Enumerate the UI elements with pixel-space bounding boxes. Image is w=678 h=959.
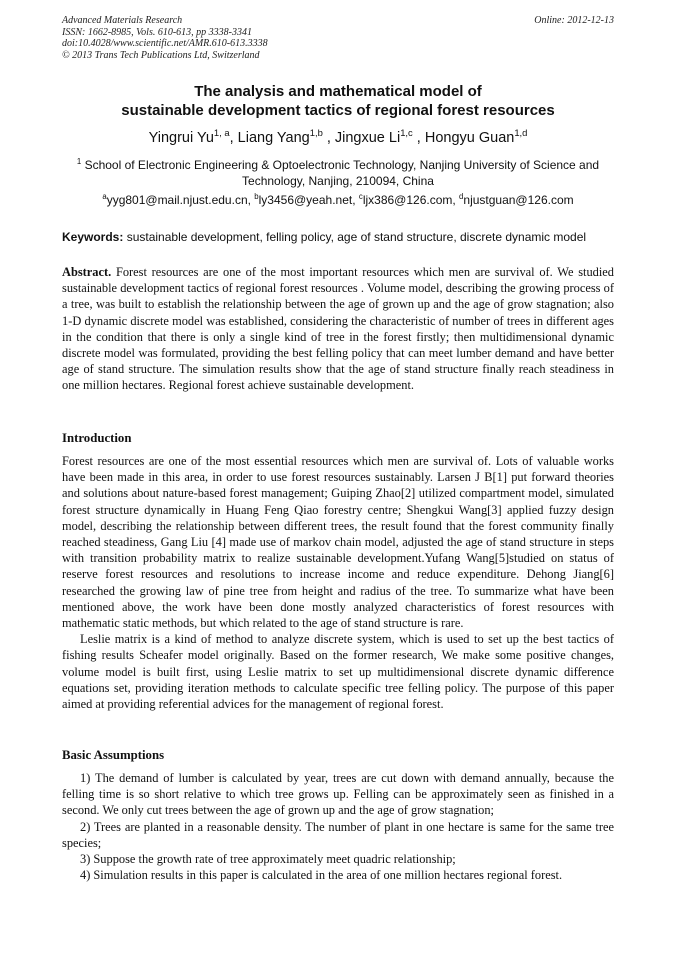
email-separator: , [452,193,460,207]
paragraph: Forest resources are one of the most essential resources which men are survival of. Lots of valuable works have been made in this area, in order to use forest resources sustainably. Larsen J B[1] put forward theories and solutions about nature-based forest management; Guiping Zhao[2] utilized compartment model, simulated forest structure dynamically in Huang Feng Qiao forestry centre; Shengkui Wang[3] applied fuzzy design model, describing the relationship between different trees, the result found that the forest community finally reached steadiness, Gang Liu [4] made use of markov chain model, adjusted the age of stand structure in steps with transition probability matrix to realize sustainable development.Yufang Wang[5]studied on status of reserve forest resources and resolutions to increase income and reduce expenditure. Dehong Jiang[6] researched the growing law of pine tree from height and radius of the tree. To summarize what have been mentioned above, the work have been done mostly analyzed characteristics of forest resources with mathematic static methods, but which related to the age of stand structure is rare. [62,454,614,631]
email-address: yyg801@mail.njust.edu.cn [106,193,248,207]
author-affil-sup: 1,b [309,127,323,139]
doi-line: doi:10.4028/www.scientific.net/AMR.610-613.3338 [62,38,268,49]
author-name: Yingrui Yu [148,130,214,146]
email-sup: a [102,192,107,201]
keywords [62,229,614,245]
email-list [62,192,614,208]
abstract [62,264,614,394]
assumption-item: 4) Simulation results in this paper is calculated in the area of one million hectares regional forest. [80,868,563,883]
author-name: Jingxue Li [334,130,401,146]
author-separator: , [229,130,238,146]
online-date: Online: 2012-12-13 [534,15,614,26]
email-separator: , [247,193,255,207]
email-address: ljx386@126.com [362,193,453,207]
title-line-2: sustainable development tactics of regional forest resources [121,102,555,119]
author-list [62,129,614,147]
email-separator: , [352,193,359,207]
assumptions-list [62,770,614,883]
author-affil-sup: 1,d [514,127,528,139]
affiliation [62,157,614,189]
author-separator: , [322,130,335,146]
email-sup: d [459,192,464,201]
assumption-item: 1) The demand of lumber is calculated by year, trees are cut down with demand annually, because the felling time is so short relative to which tree grows up. Felling can be approximately seen as finished in a second. We only cut trees between the age of grown up and the age of grow stagnation; [62,771,614,818]
section-heading-basic-assumptions: Basic Assumptions [62,748,165,762]
journal-header [62,15,614,61]
journal-name: Advanced Materials Research [62,15,183,26]
introduction-body [62,453,614,712]
author-name: Hongyu Guan [424,130,515,146]
author-affil-sup: 1,c [400,127,413,139]
affiliation-sup: 1 [76,157,82,166]
abstract-text: Forest resources are one of the most important resources which men are survival of. We studied sustainable development tactics of regional forest resources . Volume model, describing the growing process of a tree, was built to establish the relationship between the age of grown up and the age of grow stagnation; also 1-D dynamic discrete model was established, considering the characteristic of number of trees in different ages in the condition that there is only a single kind of tree in the forest firstly; then multidimensional dynamic discrete model was formulated, providing the best felling policy that can meet lumber demand and have better age of stand structure. The simulation results show that the age of stand structure finally reach steadiness in one million hectares. Regional forest achieve sustainable development. [62,265,614,393]
keywords-label: Keywords: [62,230,124,244]
assumption-item: 3) Suppose the growth rate of tree approximately meet quadric relationship; [80,852,456,867]
abstract-label: Abstract. [62,265,112,279]
paper-title [62,82,614,120]
email-address: ly3456@yeah.net [258,193,353,207]
assumption-item: 2) Trees are planted in a reasonable density. The number of plant in one hectare is same for the same tree species; [62,819,614,850]
author-name: Liang Yang [237,130,310,146]
keywords-text: sustainable development, felling policy, age of stand structure, discrete dynamic model [123,230,587,244]
email-address: njustguan@126.com [463,193,574,207]
section-heading-introduction: Introduction [62,431,132,445]
issn-line: ISSN: 1662-8985, Vols. 610-613, pp 3338-3341 [62,26,252,38]
email-sup: b [254,192,259,201]
email-sup: c [358,192,363,201]
author-affil-sup: 1, a [213,127,230,139]
affiliation-text: School of Electronic Engineering & Optoelectronic Technology, Nanjing University of Science and Technology, Nanjing, 210094, China [81,158,600,188]
title-line-1: The analysis and mathematical model of [194,83,482,100]
copyright-line: © 2013 Trans Tech Publications Ltd, Switzerland [62,49,260,61]
paragraph: Leslie matrix is a kind of method to analyze discrete system, which is used to set up the best tactics of fishing results Scheafer model originally. Based on the former research, We make some positive changes, volume model is built first, using Leslie matrix to set up multidimensional discrete dynamic difference equations set, providing iteration methods to calculate specific tree felling policy. The purpose of this paper aimed at providing referential advices for the management of regional forest. [62,632,614,712]
author-separator: , [412,130,425,146]
